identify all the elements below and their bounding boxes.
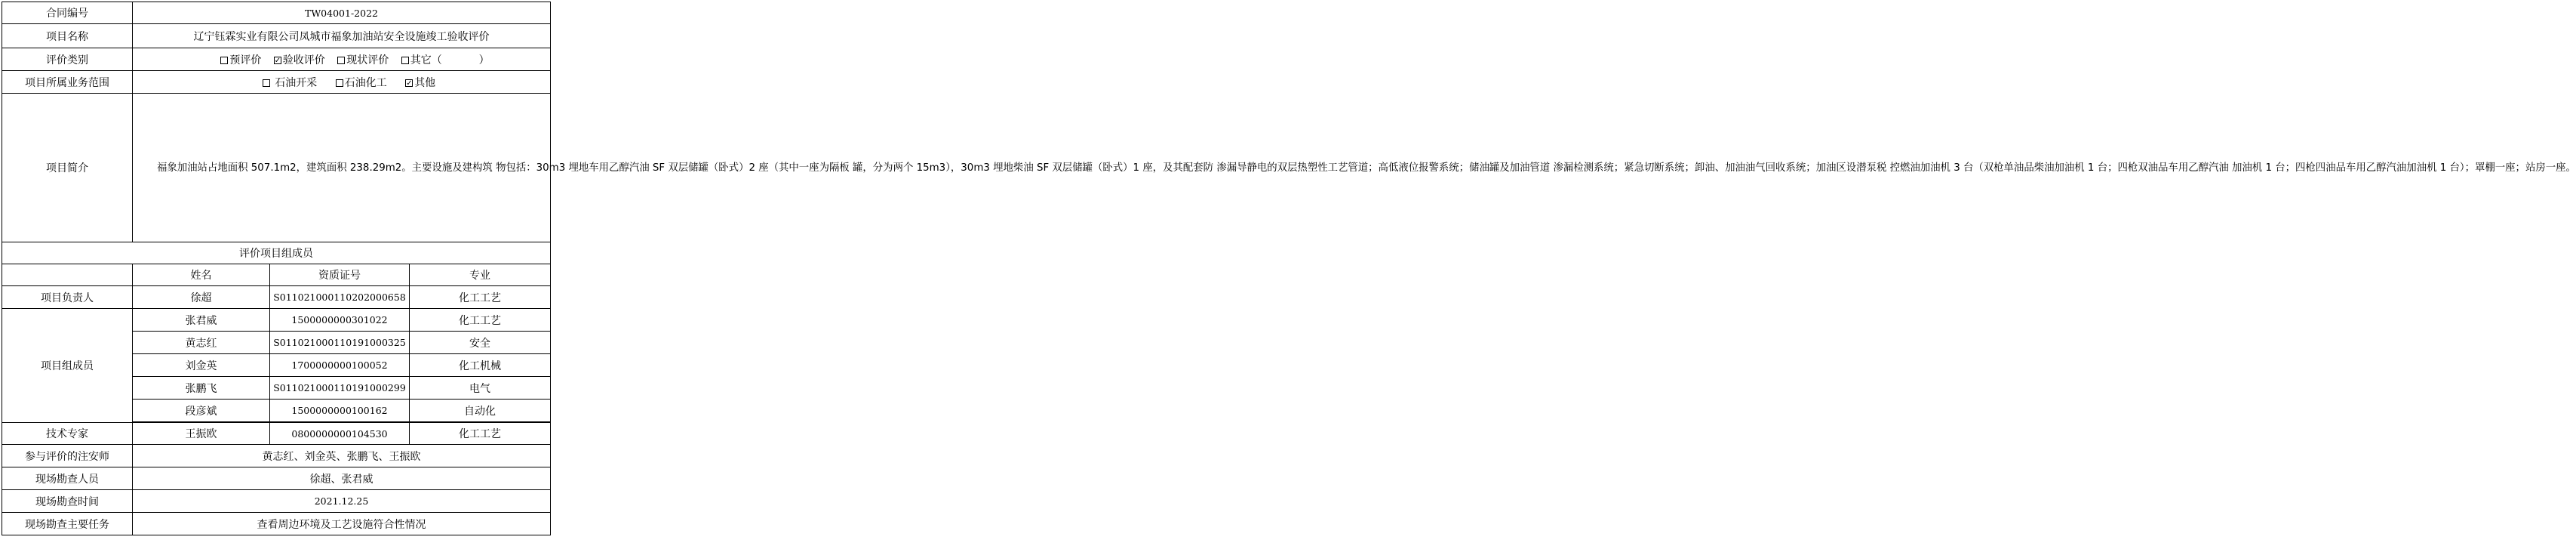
survey-task-value: 查看周边环境及工艺设施符合性情况 bbox=[133, 513, 551, 535]
project-info-form bbox=[2, 2, 2576, 535]
member-major: 安全 bbox=[410, 332, 551, 354]
header-cert: 资质证号 bbox=[270, 264, 410, 286]
contract-number: TW04001-2022 bbox=[133, 2, 551, 24]
survey-staff-row bbox=[2, 467, 551, 490]
survey-time-row bbox=[2, 490, 551, 513]
member-name: 王振欧 bbox=[133, 423, 270, 445]
survey-staff-value: 徐超、张君威 bbox=[133, 467, 551, 490]
eval-type-option[interactable]: 现状评价 bbox=[337, 52, 389, 67]
table-row bbox=[2, 309, 551, 332]
member-major: 化工工艺 bbox=[410, 286, 551, 309]
eval-type-label: 评价类别 bbox=[2, 48, 133, 71]
member-major: 电气 bbox=[410, 377, 551, 400]
survey-staff-label: 现场勘查人员 bbox=[2, 467, 133, 490]
header-name: 姓名 bbox=[133, 264, 270, 286]
intro-label: 项目简介 bbox=[2, 94, 133, 242]
members-header-row bbox=[2, 264, 551, 286]
member-cert: 1500000000301022 bbox=[270, 309, 410, 332]
survey-time-value: 2021.12.25 bbox=[133, 490, 551, 513]
member-major: 自动化 bbox=[410, 400, 551, 422]
member-name: 刘金英 bbox=[133, 354, 270, 377]
business-scope-option[interactable]: 石油化工 bbox=[336, 75, 387, 90]
expert-row bbox=[2, 423, 551, 445]
engineers-value: 黄志红、刘金英、张鹏飞、王振欧 bbox=[133, 445, 551, 467]
eval-type-options bbox=[133, 48, 551, 71]
engineers-row bbox=[2, 445, 551, 467]
survey-task-label: 现场勘查主要任务 bbox=[2, 513, 133, 535]
member-cert: 0800000000104530 bbox=[270, 423, 410, 445]
members-role: 项目组成员 bbox=[2, 309, 133, 423]
member-name: 段彦斌 bbox=[133, 400, 270, 422]
contract-label: 合同编号 bbox=[2, 2, 133, 24]
member-name: 张鹏飞 bbox=[133, 377, 270, 400]
checkbox-icon[interactable] bbox=[220, 57, 228, 64]
member-major: 化工工艺 bbox=[410, 423, 551, 445]
member-cert: 1700000000100052 bbox=[270, 354, 410, 377]
business-scope-option[interactable]: 石油开采 bbox=[263, 75, 317, 90]
member-name: 徐超 bbox=[133, 286, 270, 309]
member-cert: S011021000110202000658 bbox=[270, 286, 410, 309]
checkbox-checked-icon[interactable] bbox=[405, 79, 413, 87]
header-blank bbox=[2, 264, 133, 286]
checkbox-icon[interactable] bbox=[337, 57, 345, 64]
leader-row bbox=[2, 286, 551, 309]
checkbox-checked-icon[interactable] bbox=[274, 57, 281, 64]
business-scope-option[interactable]: ✓ 其他 bbox=[405, 75, 435, 90]
header-major: 专业 bbox=[410, 264, 551, 286]
members-section-title: 评价项目组成员 bbox=[2, 242, 551, 264]
eval-type-row bbox=[2, 48, 551, 71]
engineers-label: 参与评价的注安师 bbox=[2, 445, 133, 467]
checkbox-icon[interactable] bbox=[263, 79, 270, 87]
business-scope-row bbox=[2, 71, 551, 94]
member-major: 化工工艺 bbox=[410, 309, 551, 332]
member-major: 化工机械 bbox=[410, 354, 551, 377]
contract-row bbox=[2, 2, 551, 24]
members-title-row bbox=[2, 242, 551, 264]
eval-type-option[interactable]: 其它（ ） bbox=[401, 52, 490, 67]
eval-type-option[interactable]: ✓ 验收评价 bbox=[274, 52, 325, 67]
member-cert: S011021000110191000325 bbox=[270, 332, 410, 354]
expert-role: 技术专家 bbox=[2, 423, 133, 445]
business-scope-options bbox=[133, 71, 551, 94]
member-name: 黄志红 bbox=[133, 332, 270, 354]
business-scope-label: 项目所属业务范围 bbox=[2, 71, 133, 94]
project-name-value: 辽宁钰霖实业有限公司凤城市福象加油站安全设施竣工验收评价 bbox=[133, 24, 551, 48]
member-name: 张君威 bbox=[133, 309, 270, 332]
eval-type-option[interactable]: 预评价 bbox=[220, 52, 261, 67]
project-name-row bbox=[2, 24, 551, 48]
intro-cell bbox=[133, 94, 2576, 242]
member-cert: 1500000000100162 bbox=[270, 400, 410, 422]
checkbox-icon[interactable] bbox=[401, 57, 409, 64]
intro-row bbox=[2, 94, 551, 242]
intro-text: 福象加油站占地面积 507.1m2，建筑面积 238.29m2。主要设施及建构筑 物包括：30m3 埋地车用乙醇汽油 SF 双层储罐（卧式）2 座（其中一座为隔板 罐，分为两个 15m3），30m3 埋地柴油 SF 双层储罐（卧式）1 座，及其配套防 渗漏导静电的双层热塑性工艺管道；高低液位报警系统；储油罐及加油管道 渗漏检测系统；紧急切断系统；卸油、加油油气回收系统；加油区设潜泵税 控燃油加油机 3 台（双枪单油品柴油加油机 1 台；四枪双油品车用乙醇汽油 加油机 1 台；四枪四油品车用乙醇汽油加油机 1 台）；罩棚一座；站房一座。 bbox=[157, 162, 2576, 174]
project-name-label: 项目名称 bbox=[2, 24, 133, 48]
leader-role: 项目负责人 bbox=[2, 286, 133, 309]
survey-time-label: 现场勘查时间 bbox=[2, 490, 133, 513]
checkbox-icon[interactable] bbox=[336, 79, 343, 87]
member-cert: S011021000110191000299 bbox=[270, 377, 410, 400]
survey-task-row bbox=[2, 513, 551, 535]
